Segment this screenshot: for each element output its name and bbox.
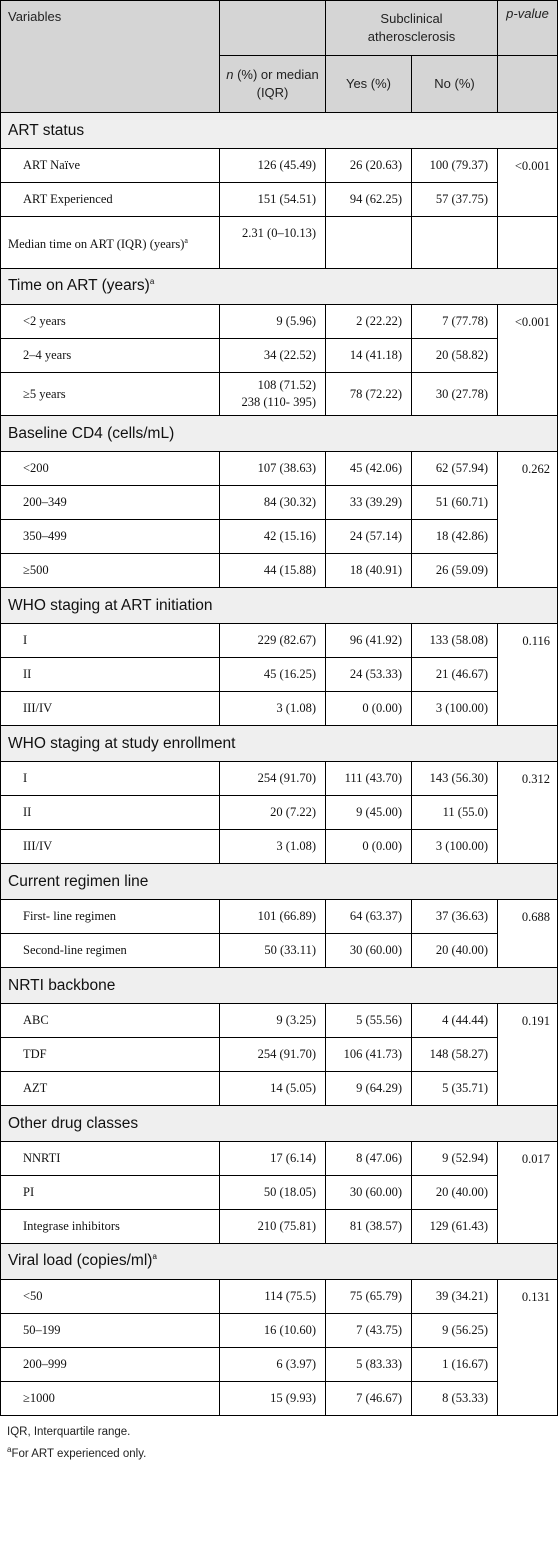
row-label: ≥5 years (1, 373, 220, 416)
table-row (1, 1176, 558, 1210)
table-row (1, 217, 558, 269)
section-header-row (1, 864, 558, 900)
row-label: <50 (1, 1280, 220, 1314)
cell-n: 16 (10.60) (220, 1314, 326, 1348)
cell-n: 114 (75.5) (220, 1280, 326, 1314)
cell-no: 8 (53.33) (412, 1382, 498, 1416)
cell-n: 44 (15.88) (220, 554, 326, 588)
table-footnotes (0, 1416, 558, 1463)
cell-no: 133 (58.08) (412, 624, 498, 658)
cell-p-value: 0.312 (498, 762, 558, 864)
header-yes: Yes (%) (326, 56, 412, 113)
section-title: WHO staging at study enrollment (1, 726, 558, 762)
table-row (1, 1280, 558, 1314)
cell-yes: 14 (41.18) (326, 339, 412, 373)
row-label: First- line regimen (1, 900, 220, 934)
cell-n: 3 (1.08) (220, 830, 326, 864)
cell-no: 7 (77.78) (412, 305, 498, 339)
cell-n: 254 (91.70) (220, 1038, 326, 1072)
table-row (1, 692, 558, 726)
table-row (1, 900, 558, 934)
cell-yes: 96 (41.92) (326, 624, 412, 658)
cell-yes: 0 (0.00) (326, 830, 412, 864)
footnote-abbrev: IQR, Interquartile range. (7, 1426, 131, 1438)
row-label: ≥1000 (1, 1382, 220, 1416)
cell-yes: 30 (60.00) (326, 934, 412, 968)
table-row (1, 1348, 558, 1382)
table-row (1, 305, 558, 339)
cell-no: 148 (58.27) (412, 1038, 498, 1072)
cell-no: 20 (58.82) (412, 339, 498, 373)
cell-no: 143 (56.30) (412, 762, 498, 796)
row-label: ART Experienced (1, 183, 220, 217)
cell-n: 45 (16.25) (220, 658, 326, 692)
cell-yes: 111 (43.70) (326, 762, 412, 796)
section-header-row (1, 269, 558, 305)
cell-yes: 94 (62.25) (326, 183, 412, 217)
table-row (1, 1142, 558, 1176)
row-label: ABC (1, 1004, 220, 1038)
section-title: Time on ART (years)$^a$ (1, 269, 558, 305)
cell-n: 42 (15.16) (220, 520, 326, 554)
cell-no: 39 (34.21) (412, 1280, 498, 1314)
cell-no: 5 (35.71) (412, 1072, 498, 1106)
table-row (1, 554, 558, 588)
table-row (1, 1072, 558, 1106)
header-n-col: n (%) or median (IQR) (220, 56, 326, 113)
header-subclinical: Subclinical atherosclerosis (326, 1, 498, 56)
section-header-row (1, 1244, 558, 1280)
section-header-row (1, 726, 558, 762)
table-row (1, 183, 558, 217)
row-label: NNRTI (1, 1142, 220, 1176)
cell-n: 101 (66.89) (220, 900, 326, 934)
row-label: ≥500 (1, 554, 220, 588)
cell-n: 9 (5.96) (220, 305, 326, 339)
table-row (1, 486, 558, 520)
cell-p-empty (498, 217, 558, 269)
cell-yes: 0 (0.00) (326, 692, 412, 726)
cell-yes: 45 (42.06) (326, 452, 412, 486)
cell-no: 9 (52.94) (412, 1142, 498, 1176)
cell-yes: 9 (64.29) (326, 1072, 412, 1106)
table-row (1, 934, 558, 968)
section-header-row (1, 588, 558, 624)
row-label: TDF (1, 1038, 220, 1072)
cell-no: 18 (42.86) (412, 520, 498, 554)
row-label: Second-line regimen (1, 934, 220, 968)
cell-n: 6 (3.97) (220, 1348, 326, 1382)
cell-yes: 64 (63.37) (326, 900, 412, 934)
cell-no: 1 (16.67) (412, 1348, 498, 1382)
table-row (1, 1382, 558, 1416)
header-p-blank (498, 56, 558, 113)
cell-n: 17 (6.14) (220, 1142, 326, 1176)
cell-no: 26 (59.09) (412, 554, 498, 588)
cell-no: 129 (61.43) (412, 1210, 498, 1244)
cell-yes: 7 (46.67) (326, 1382, 412, 1416)
table-row (1, 1314, 558, 1348)
cell-no: 3 (100.00) (412, 830, 498, 864)
footnote-a: $^a$For ART experienced only. (7, 1445, 147, 1460)
table-row (1, 830, 558, 864)
section-title: Viral load (copies/ml)$^a$ (1, 1244, 558, 1280)
section-header-row (1, 1106, 558, 1142)
row-label: II (1, 796, 220, 830)
table-row (1, 520, 558, 554)
cell-yes: 106 (41.73) (326, 1038, 412, 1072)
section-header-row (1, 113, 558, 149)
cell-n: 229 (82.67) (220, 624, 326, 658)
cell-n: 14 (5.05) (220, 1072, 326, 1106)
header-variables: Variables (1, 1, 220, 113)
cell-no: 57 (37.75) (412, 183, 498, 217)
cell-yes: 30 (60.00) (326, 1176, 412, 1210)
cell-n: 151 (54.51) (220, 183, 326, 217)
cell-n: 34 (22.52) (220, 339, 326, 373)
cell-yes: 8 (47.06) (326, 1142, 412, 1176)
cell-yes: 33 (39.29) (326, 486, 412, 520)
table-row (1, 762, 558, 796)
cell-n: 50 (18.05) (220, 1176, 326, 1210)
cell-no: 30 (27.78) (412, 373, 498, 416)
row-label: 350–499 (1, 520, 220, 554)
cell-yes (326, 217, 412, 269)
table-row (1, 339, 558, 373)
cell-p-value: 0.191 (498, 1004, 558, 1106)
cell-n: 15 (9.93) (220, 1382, 326, 1416)
cell-no: 62 (57.94) (412, 452, 498, 486)
table-row (1, 452, 558, 486)
row-label: II (1, 658, 220, 692)
cell-n: 9 (3.25) (220, 1004, 326, 1038)
cell-no: 20 (40.00) (412, 1176, 498, 1210)
cell-p-value: <0.001 (498, 149, 558, 217)
cell-yes: 7 (43.75) (326, 1314, 412, 1348)
cell-yes: 5 (55.56) (326, 1004, 412, 1038)
cell-n: 84 (30.32) (220, 486, 326, 520)
section-title: Current regimen line (1, 864, 558, 900)
cell-p-value: 0.116 (498, 624, 558, 726)
section-header-row (1, 968, 558, 1004)
header-n-blank (220, 1, 326, 56)
section-title: Other drug classes (1, 1106, 558, 1142)
cell-no: 3 (100.00) (412, 692, 498, 726)
cell-yes: 24 (57.14) (326, 520, 412, 554)
cell-p-value: 0.688 (498, 900, 558, 968)
cell-yes: 26 (20.63) (326, 149, 412, 183)
row-label: III/IV (1, 830, 220, 864)
cell-no: 21 (46.67) (412, 658, 498, 692)
cell-yes: 75 (65.79) (326, 1280, 412, 1314)
row-label: PI (1, 1176, 220, 1210)
row-label: 200–999 (1, 1348, 220, 1382)
cell-p-value: <0.001 (498, 305, 558, 416)
cell-n: 107 (38.63) (220, 452, 326, 486)
cell-p-value: 0.131 (498, 1280, 558, 1416)
cell-no: 100 (79.37) (412, 149, 498, 183)
table-row (1, 796, 558, 830)
cell-p-value: 0.262 (498, 452, 558, 588)
cell-n: 108 (71.52) 238 (110- 395) (220, 373, 326, 416)
header-p-value: p-value (498, 1, 558, 56)
cell-n: 126 (45.49) (220, 149, 326, 183)
cell-n: 2.31 (0–10.13) (220, 217, 326, 269)
table-row (1, 624, 558, 658)
cell-yes: 81 (38.57) (326, 1210, 412, 1244)
cell-yes: 78 (72.22) (326, 373, 412, 416)
cell-no: 11 (55.0) (412, 796, 498, 830)
section-title: ART status (1, 113, 558, 149)
cell-no: 20 (40.00) (412, 934, 498, 968)
cell-n: 20 (7.22) (220, 796, 326, 830)
row-label: I (1, 762, 220, 796)
row-label: 200–349 (1, 486, 220, 520)
table-row (1, 373, 558, 416)
row-label: 2–4 years (1, 339, 220, 373)
cell-yes: 2 (22.22) (326, 305, 412, 339)
row-label: III/IV (1, 692, 220, 726)
cell-no: 4 (44.44) (412, 1004, 498, 1038)
table-row (1, 1038, 558, 1072)
table-row (1, 658, 558, 692)
table-row (1, 1210, 558, 1244)
row-label: <2 years (1, 305, 220, 339)
cell-n: 3 (1.08) (220, 692, 326, 726)
row-label: Median time on ART (IQR) (years)$^a$ (1, 217, 220, 269)
row-label: 50–199 (1, 1314, 220, 1348)
section-title: NRTI backbone (1, 968, 558, 1004)
row-label: <200 (1, 452, 220, 486)
cell-n: 210 (75.81) (220, 1210, 326, 1244)
table-row (1, 1004, 558, 1038)
table-row (1, 149, 558, 183)
row-label: I (1, 624, 220, 658)
cell-yes: 18 (40.91) (326, 554, 412, 588)
header-no: No (%) (412, 56, 498, 113)
cell-p-value: 0.017 (498, 1142, 558, 1244)
cell-yes: 24 (53.33) (326, 658, 412, 692)
cell-n: 254 (91.70) (220, 762, 326, 796)
cell-no: 51 (60.71) (412, 486, 498, 520)
cell-no (412, 217, 498, 269)
row-label: AZT (1, 1072, 220, 1106)
cell-n: 50 (33.11) (220, 934, 326, 968)
cell-no: 37 (36.63) (412, 900, 498, 934)
cell-yes: 5 (83.33) (326, 1348, 412, 1382)
row-label: Integrase inhibitors (1, 1210, 220, 1244)
section-header-row (1, 416, 558, 452)
section-title: WHO staging at ART initiation (1, 588, 558, 624)
section-title: Baseline CD4 (cells/mL) (1, 416, 558, 452)
cell-yes: 9 (45.00) (326, 796, 412, 830)
row-label: ART Naïve (1, 149, 220, 183)
cell-no: 9 (56.25) (412, 1314, 498, 1348)
